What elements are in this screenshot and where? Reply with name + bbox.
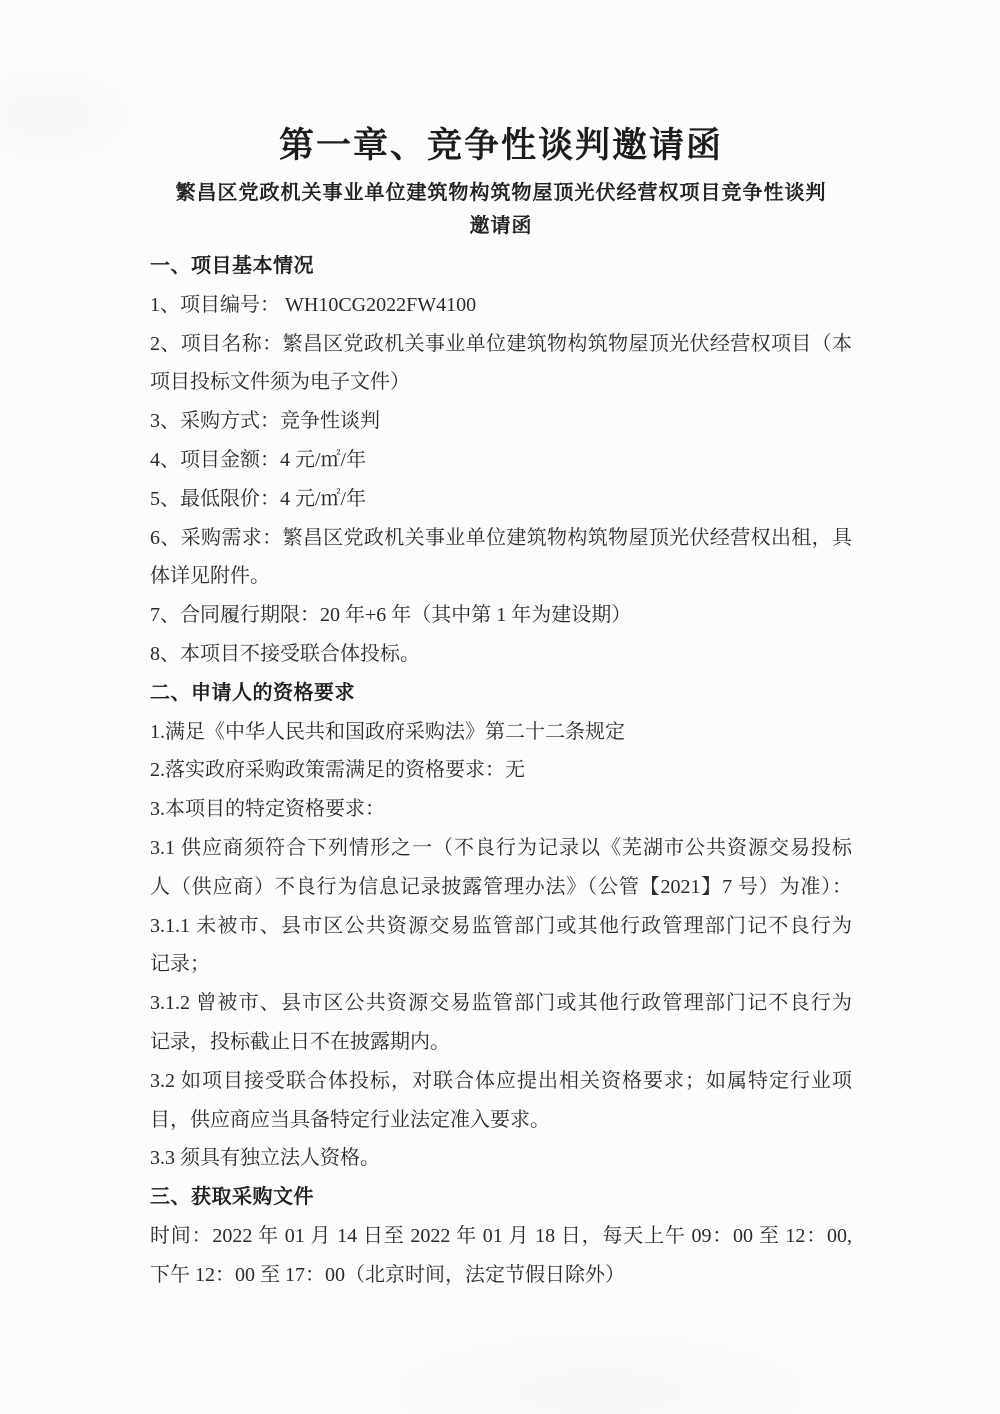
paragraph-line: 人（供应商）不良行为信息记录披露管理办法》（公管【2021】7 号）为准）： bbox=[150, 875, 852, 898]
paragraph-line: 下午 12：00 至 17：00（北京时间，法定节假日除外） bbox=[150, 1263, 625, 1286]
paragraph-line: 3.1 供应商须符合下列情形之一（不良行为记录以《芜湖市公共资源交易投标 bbox=[150, 836, 852, 859]
paragraph-line: 体详见附件。 bbox=[150, 565, 270, 588]
paragraph-line: 1、项目编号： WH10CG2022FW4100 bbox=[150, 293, 477, 316]
section-heading: 一、项目基本情况 bbox=[150, 255, 314, 277]
paragraph-line: 2、项目名称：繁昌区党政机关事业单位建筑物构筑物屋顶光伏经营权项目（本 bbox=[150, 332, 852, 355]
paragraph-line: 3.本项目的特定资格要求： bbox=[150, 798, 385, 821]
paragraph-line: 2.落实政府采购政策需满足的资格要求：无 bbox=[150, 759, 525, 782]
paragraph-line: 记录，投标截止日不在披露期内。 bbox=[150, 1030, 450, 1053]
paragraph-line: 3.1.1 未被市、县市区公共资源交易监管部门或其他行政管理部门记不良行为 bbox=[150, 914, 852, 937]
paragraph-line: 7、合同履行期限：20 年+6 年（其中第 1 年为建设期） bbox=[150, 604, 632, 627]
section-heading: 三、获取采购文件 bbox=[150, 1186, 314, 1209]
subtitle-line-2: 邀请函 bbox=[469, 215, 533, 237]
paragraph-line: 8、本项目不接受联合体投标。 bbox=[150, 642, 420, 665]
paragraph-line: 目，供应商应当具备特定行业法定准入要求。 bbox=[150, 1108, 550, 1131]
document-content bbox=[150, 0, 852, 1295]
document-body bbox=[150, 247, 852, 1295]
paragraph-line: 3、采购方式：竞争性谈判 bbox=[150, 410, 380, 433]
document-subtitle bbox=[150, 177, 852, 243]
paragraph-line: 项目投标文件须为电子文件） bbox=[150, 371, 410, 394]
paragraph-line: 记录； bbox=[150, 953, 210, 976]
chapter-title: 第一章、竞争性谈判邀请函 bbox=[278, 126, 723, 165]
paragraph-line: 时间：2022 年 01 月 14 日至 2022 年 01 月 18 日，每天上午 09：00 至 12：00, bbox=[150, 1224, 852, 1247]
scan-noise-smudge bbox=[300, 1304, 900, 1414]
subtitle-line-1: 繁昌区党政机关事业单位建筑物构筑物屋顶光伏经营权项目竞争性谈判 bbox=[175, 182, 827, 204]
paragraph-line: 4、项目金额：4 元/㎡/年 bbox=[150, 448, 367, 471]
paragraph-line: 5、最低限价：4 元/㎡/年 bbox=[150, 487, 367, 510]
paragraph-line: 3.1.2 曾被市、县市区公共资源交易监管部门或其他行政管理部门记不良行为 bbox=[150, 992, 852, 1015]
paragraph-line: 3.3 须具有独立法人资格。 bbox=[150, 1147, 380, 1170]
paragraph-line: 3.2 如项目接受联合体投标，对联合体应提出相关资格要求；如属特定行业项 bbox=[150, 1069, 852, 1092]
paragraph-line: 1.满足《中华人民共和国政府采购法》第二十二条规定 bbox=[150, 720, 625, 743]
paragraph-line: 6、采购需求：繁昌区党政机关事业单位建筑物构筑物屋顶光伏经营权出租，具 bbox=[150, 526, 852, 549]
section-heading: 二、申请人的资格要求 bbox=[150, 681, 355, 704]
scan-noise-smudge bbox=[0, 50, 160, 180]
